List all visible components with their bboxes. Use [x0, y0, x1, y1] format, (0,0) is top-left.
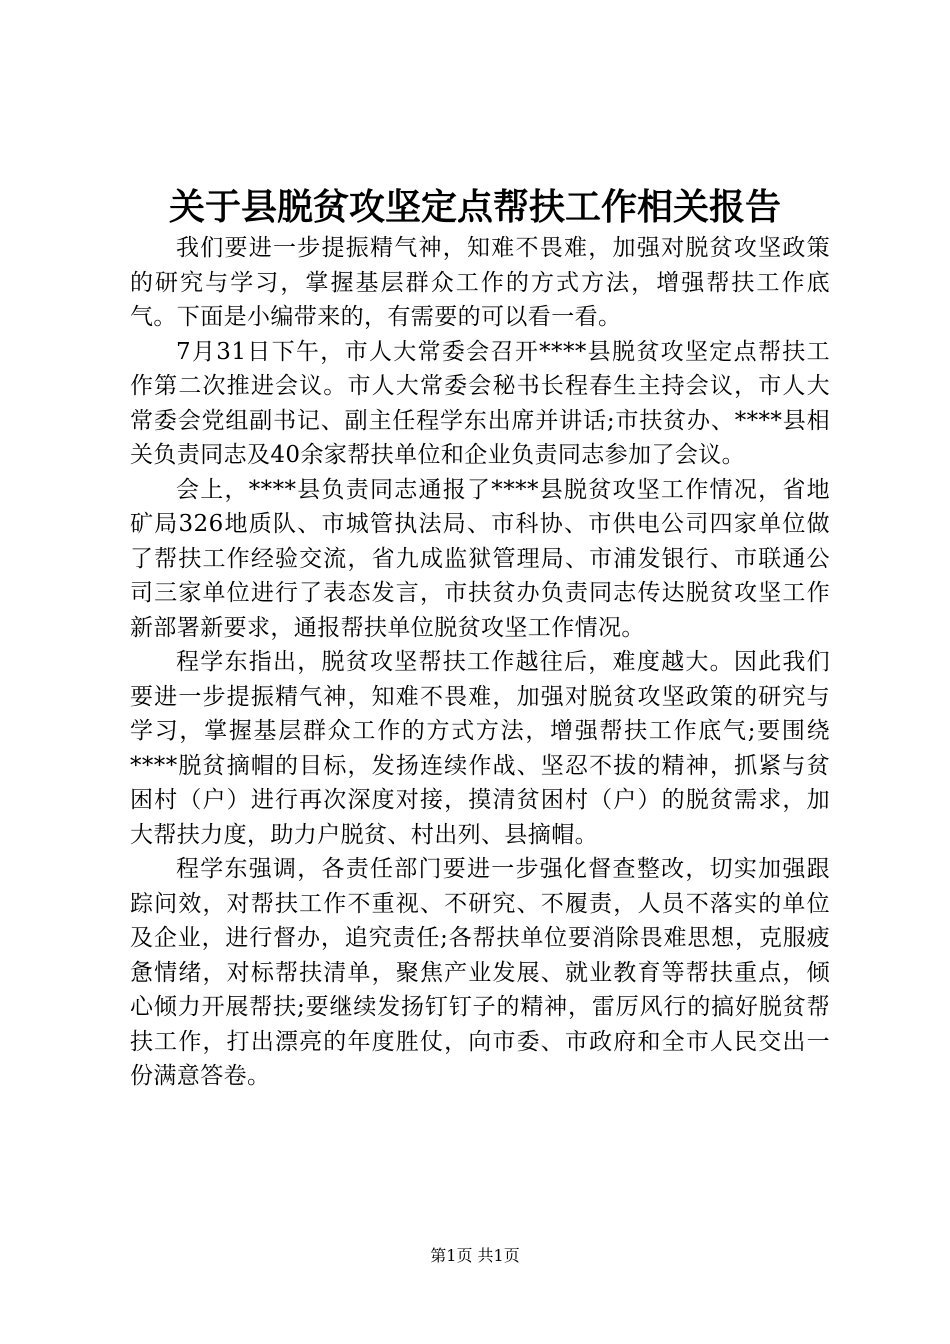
paragraph-emphasis: 程学东强调，各责任部门要进一步强化督查整改，切实加强跟踪问效，对帮扶工作不重视、不研究、不履责，人员不落实的单位及企业，进行督办，追究责任;各帮扶单位要消除畏难思想，克服疲惫情绪，对标帮扶清单，聚焦产业发展、就业教育等帮扶重点，倾心倾力开展帮扶;要继续发扬钉钉子的精神，雷厉风行的搞好脱贫帮扶工作，打出漂亮的年度胜仗，向市委、市政府和全市人民交出一份满意答卷。	[130, 856, 830, 1089]
page-footer: 第1页 共1页	[430, 1246, 520, 1265]
paragraph-meeting: 7月31日下午，市人大常委会召开****县脱贫攻坚定点帮扶工作第二次推进会议。市人大常委会秘书长程春生主持会议，市人大常委会党组副书记、副主任程学东出席并讲话;市扶贫办、****县相关负责同志及40余家帮扶单位和企业负责同志参加了会议。	[130, 338, 830, 468]
paragraph-intro: 我们要进一步提振精气神，知难不畏难，加强对脱贫攻坚政策的研究与学习，掌握基层群众工作的方式方法，增强帮扶工作底气。下面是小编带来的，有需要的可以看一看。	[130, 235, 830, 330]
paragraph-directive: 程学东指出，脱贫攻坚帮扶工作越往后，难度越大。因此我们要进一步提振精气神，知难不畏难，加强对脱贫攻坚政策的研究与学习，掌握基层群众工作的方式方法，增强帮扶工作底气;要围绕****脱贫摘帽的目标，发扬连续作战、坚忍不拔的精神，抓紧与贫困村（户）进行再次深度对接，摸清贫困村（户）的脱贫需求，加大帮扶力度，助力户脱贫、村出列、县摘帽。	[130, 649, 830, 848]
paragraph-briefing: 会上，****县负责同志通报了****县脱贫攻坚工作情况，省地矿局326地质队、市城管执法局、市科协、市供电公司四家单位做了帮扶工作经验交流，省九成监狱管理局、市浦发银行、市联通公司三家单位进行了表态发言，市扶贫办负责同志传达脱贫攻坚工作新部署新要求，通报帮扶单位脱贫攻坚工作情况。	[130, 476, 830, 641]
document-body	[130, 231, 830, 1094]
page-title: 关于县脱贫攻坚定点帮扶工作相关报告	[168, 186, 781, 228]
